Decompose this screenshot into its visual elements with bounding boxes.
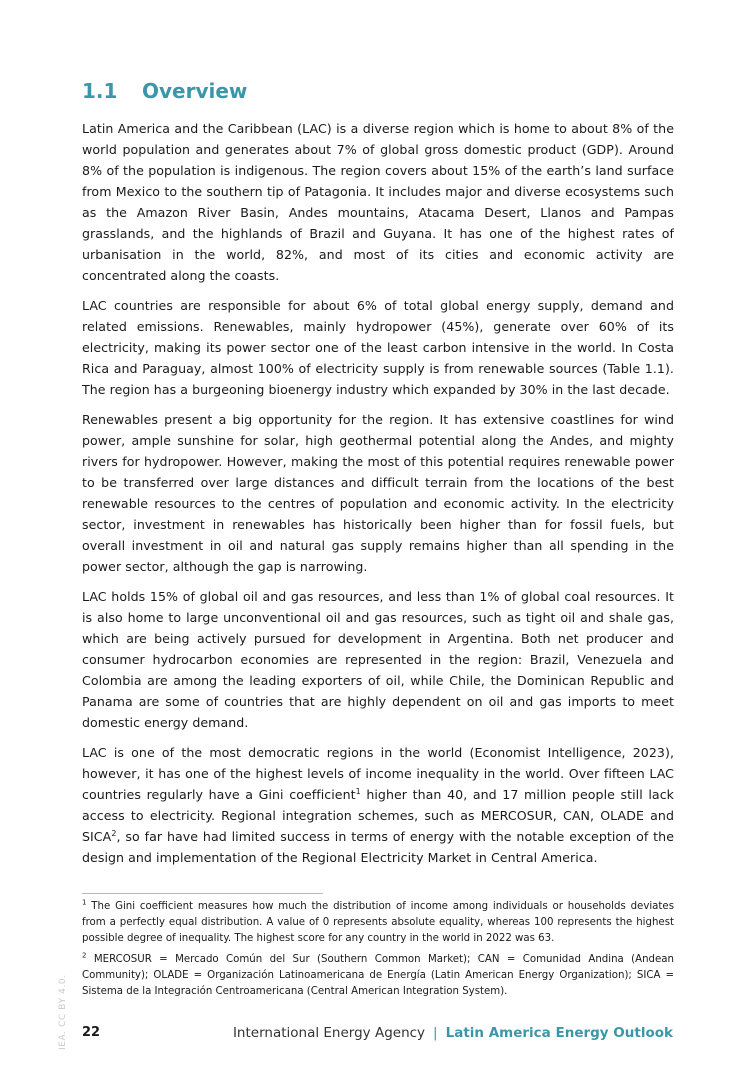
footnote-1 <box>82 899 674 947</box>
paragraph-5 <box>82 742 674 868</box>
paragraph-4: LAC holds 15% of global oil and gas resources, and less than 1% of global coal resources. It is also home to large unconventional oil and gas resources, such as tight oil and shale gas, which are being actively pursued for development in Argentina. Both net producer and consumer hydrocarbon economies are represented in the region: Brazil, Venezuela and Colombia are among the leading exporters of oil, while Chile, the Dominican Republic and Panama are some of countries that are highly dependent on oil and gas imports to meet domestic energy demand. <box>82 589 674 730</box>
paragraph-5-part-3: , so far have had limited success in terms of energy with the notable exception of the design and implementation of the Regional Electricity Market in Central America. <box>82 829 674 865</box>
paragraph-5-part-1: LAC is one of the most democratic regions in the world (Economist Intelligence, 2023), however, it has one of the highest levels of income inequality in the world. Over fifteen LAC countries regularly have a Gini coefficient <box>82 745 674 802</box>
running-footer <box>233 1025 673 1041</box>
paragraph-3: Renewables present a big opportunity for the region. It has extensive coastlines for wind power, ample sunshine for solar, high geothermal potential along the Andes, and mighty rivers for hydropower. However, making the most of this potential requires renewable power to be transferred over large distances and difficult terrain from the locations of the best renewable resources to the centres of population and economic activity. In the electricity sector, investment in renewables has historically been higher than for fossil fuels, but overall investment in oil and natural gas supply remains higher than all spending in the power sector, although the gap is narrowing. <box>82 412 674 574</box>
footnote-1-mark: 1 <box>82 898 87 907</box>
section-heading <box>82 79 247 103</box>
footnote-2 <box>82 952 674 1000</box>
paragraph-1: Latin America and the Caribbean (LAC) is a diverse region which is home to about 8% of the world population and generates about 7% of global gross domestic product (GDP). Around 8% of the population is indigenous. The region covers about 15% of the earth’s land surface from Mexico to the southern tip of Patagonia. It includes major and diverse ecosystems such as the Amazon River Basin, Andes mountains, Atacama Desert, Llanos and Pampas grasslands, and the highlands of Brazil and Guyana. It has one of the highest rates of urbanisation in the world, 82%, and most of its cities and economic activity are concentrated along the coasts. <box>82 121 674 283</box>
body-text <box>82 118 674 877</box>
footnotes <box>82 899 674 1005</box>
section-title: Overview <box>142 79 248 103</box>
license-notice: IEA. CC BY 4.0. <box>58 974 68 1050</box>
footer-publication-title: Latin America Energy Outlook <box>445 1025 673 1041</box>
footer-separator: | <box>433 1025 438 1041</box>
footnote-divider <box>82 893 323 894</box>
footer-organization: International Energy Agency <box>232 1025 426 1041</box>
section-number: 1.1 <box>82 79 118 103</box>
page-number: 22 <box>82 1025 101 1040</box>
footnote-1-text: The Gini coefficient measures how much the distribution of income among individuals or households deviates from a perfectly equal distribution. A value of 0 represents absolute equality, whereas 100 represents the highest possible degree of inequality. The highest score for any country in the world in 2022 was 63. <box>82 901 674 944</box>
footnote-ref-2[interactable]: 2 <box>111 828 117 838</box>
footnote-ref-1[interactable]: 1 <box>355 786 361 796</box>
paragraph-5-part-2: higher than 40, and 17 million people still lack access to electricity. Regional integration schemes, such as MERCOSUR, CAN, OLADE and SICA <box>82 787 675 844</box>
paragraph-2: LAC countries are responsible for about 6% of total global energy supply, demand and related emissions. Renewables, mainly hydropower (45%), generate over 60% of its electricity, making its power sector one of the least carbon intensive in the world. In Costa Rica and Paraguay, almost 100% of electricity supply is from renewable sources (Table 1.1). The region has a burgeoning bioenergy industry which expanded by 30% in the last decade. <box>82 298 674 397</box>
footnote-2-mark: 2 <box>82 951 87 960</box>
footnote-2-text: MERCOSUR = Mercado Común del Sur (Southern Common Market); CAN = Comunidad Andina (Andean Community); OLADE = Organización Latinoamericana de Energía (Latin American Energy Organization); SICA = Sistema de la Integración Centroamericana (Central American Integration System). <box>82 954 674 997</box>
